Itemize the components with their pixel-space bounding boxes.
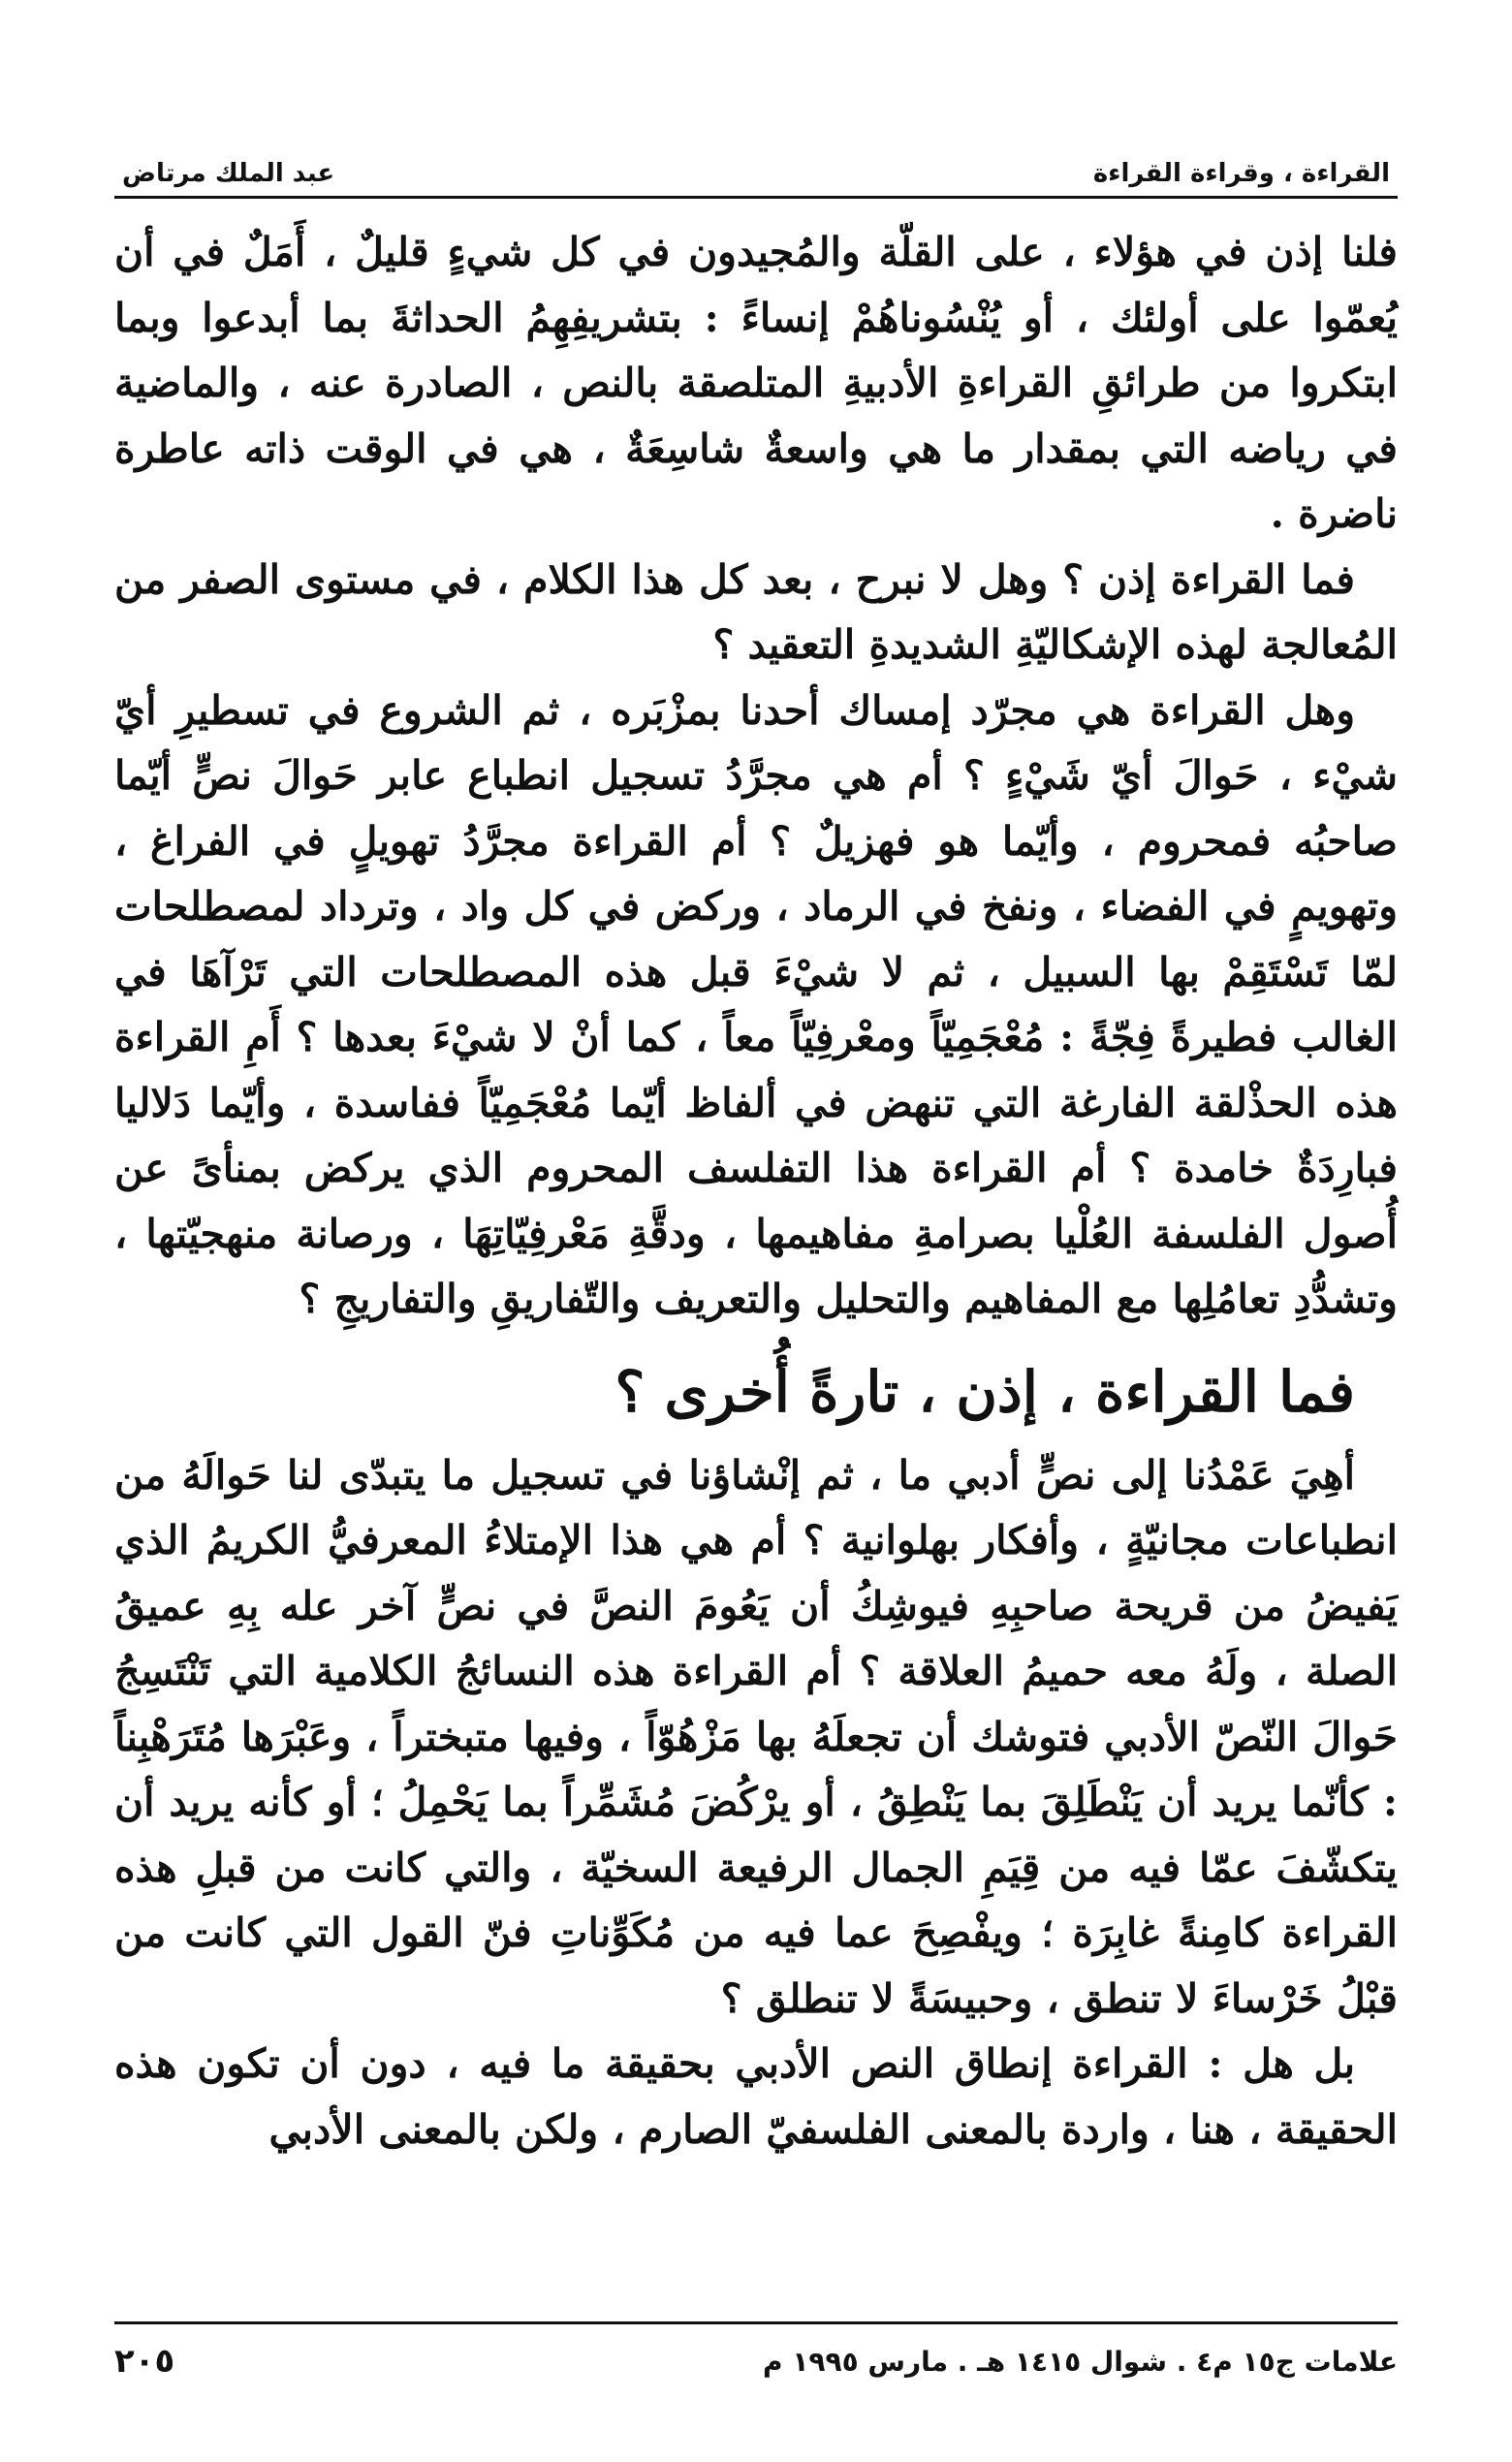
paragraph-5: بل هل : القراءة إنطاق النص الأدبي بحقيقة ما فيه ، دون أن تكون هذه الحقيقة ، هنا ، واردة بالمعنى الفلسفيّ الصارم ، ولكن بالمعنى الأدبي [114,2040,1398,2153]
page-number: ٢٠٥ [114,2342,175,2381]
paragraph-4: أهِيَ عَمْدُنا إلى نصٍّ أدبي ما ، ثم إنْشاؤنا في تسجيل ما يتبدّى لنا حَوالَهُ من انطباعات مجانيّةٍ ، وأفكار بهلوانية ؟ أم هي هذا الإمتلاءُ المعرفيُّ الكريمُ الذي يَفيضُ من قريحة صاحبِهِ فيوشِكُ أن يَعُومَ النصَّ في نصٍّ آخر عله بِهِ عميقُ الصلة ، ولَهُ معه حميمُ العلاقة ؟ أم القراءة هذه النسائجُ الكلامية التي تَنْتَسِجُ حَوالَ النّصّ الأدبي فتوشك أن تجعلَهُ بها مَزْهُوّاً ، وفيها متبختراً ، وعَبْرَها مُتَرَهْبِناً : كأنّما يريد أن يَنْطَلِقَ بما يَنْطِقُ ، أو يرْكُضَ مُشَمِّراً بما يَحْمِلُ ؛ أو كأنه يريد أن يتكشّفَ عمّا فيه من قِيَمِ الجمال الرفيعة السخيّة ، والتي كانت من قبلِ هذه القراءة كامِنةً غابِرَة ؛ ويفْصِحَ عما فيه من مُكَوِّناتِ فنّ القول التي كانت من قبْلُ خَرْساءَ لا تنطق ، وحبيسَةً لا تنطلق ؟ [114,1451,1398,2022]
author-name: عبد الملك مرتاض [122,159,335,188]
section-heading: فما القراءة ، إذن ، تارةً أُخرى ؟ [614,1358,1355,1425]
paragraph-3: وهل القراءة هي مجرّد إمساك أحدنا بمزْبَره ، ثم الشروع في تسطيرِ أيّ شيْء ، حَوالَ أيّ شَيْءٍ ؟ أم هي مجرَّدُ تسجيل انطباع عابر حَوالَ نصٍّ أيّما صاحبُه فمحروم ، وأيّما هو فهزيلٌ ؟ أم القراءة مجرَّدُ تهويلٍ في الفراغ ، وتهويمٍ في الفضاء ، ونفخ في الرماد ، وركض في كل واد ، وترداد لمصطلحات لمّا تَسْتَقِمْ بها السبيل ، ثم لا شيْءَ قبل هذه المصطلحات التي تَرْآهَا في الغالب فطيرةً فِجّةً : مُعْجَمِيّاً ومعْرفِيّاً معاً ، كما أنْ لا شيْءَ بعدها ؟ أَمِ القراءة هذه الحذْلقة الفارغة التي تنهض في ألفاظ أيّما مُعْجَمِيّاً ففاسدة ، وأيّما دَلاليا فبارِدَةٌ خامدة ؟ أم القراءة هذا التفلسف المحروم الذي يركض بمنأىً عن أُصول الفلسفة العُلْيا بصرامةِ مفاهيمها ، ودقَّةِ مَعْرفِيّاتِهَا ، ورصانة منهجيّتها ، وتشدُّدِ تعامُلِها مع المفاهيم والتحليل والتعريف والتّفاريقِ والتفاريجِ ؟ [114,686,1398,1322]
journal-citation: علامات ج١٥ م٤ . شوال ١٤١٥ هـ . مارس ١٩٩٥ م [763,2345,1398,2378]
book-title: القراءة ، وقراءة القراءة [1092,159,1390,188]
page-footer [114,2321,1398,2381]
article-body [114,220,1398,2162]
running-header [114,145,1398,199]
paragraph-2: فما القراءة إذن ؟ وهل لا نبرح ، بعد كل هذا الكلام ، في مستوى الصفر من المُعالجة لهذه الإشكاليّةِ الشديدةِ التعقيد ؟ [114,555,1398,668]
paragraph-1: فلنا إذن في هؤلاء ، على القلّة والمُجيدون في كل شيءٍ قليلٌ ، أَمَلٌ في أن يُعمّوا على أولئك ، أو يُنْسُوناهُمْ إنساءً : بتشريفِهِمُ الحداثةَ بما أبدعوا وبما ابتكروا من طرائقِ القراءةِ الأدبيةِ المتلصقة بالنص ، الصادرة عنه ، والماضية في رياضه التي بمقدار ما هي واسعةٌ شاسِعَةٌ ، هي في الوقت ذاته عاطرة ناضرة . [114,229,1398,537]
